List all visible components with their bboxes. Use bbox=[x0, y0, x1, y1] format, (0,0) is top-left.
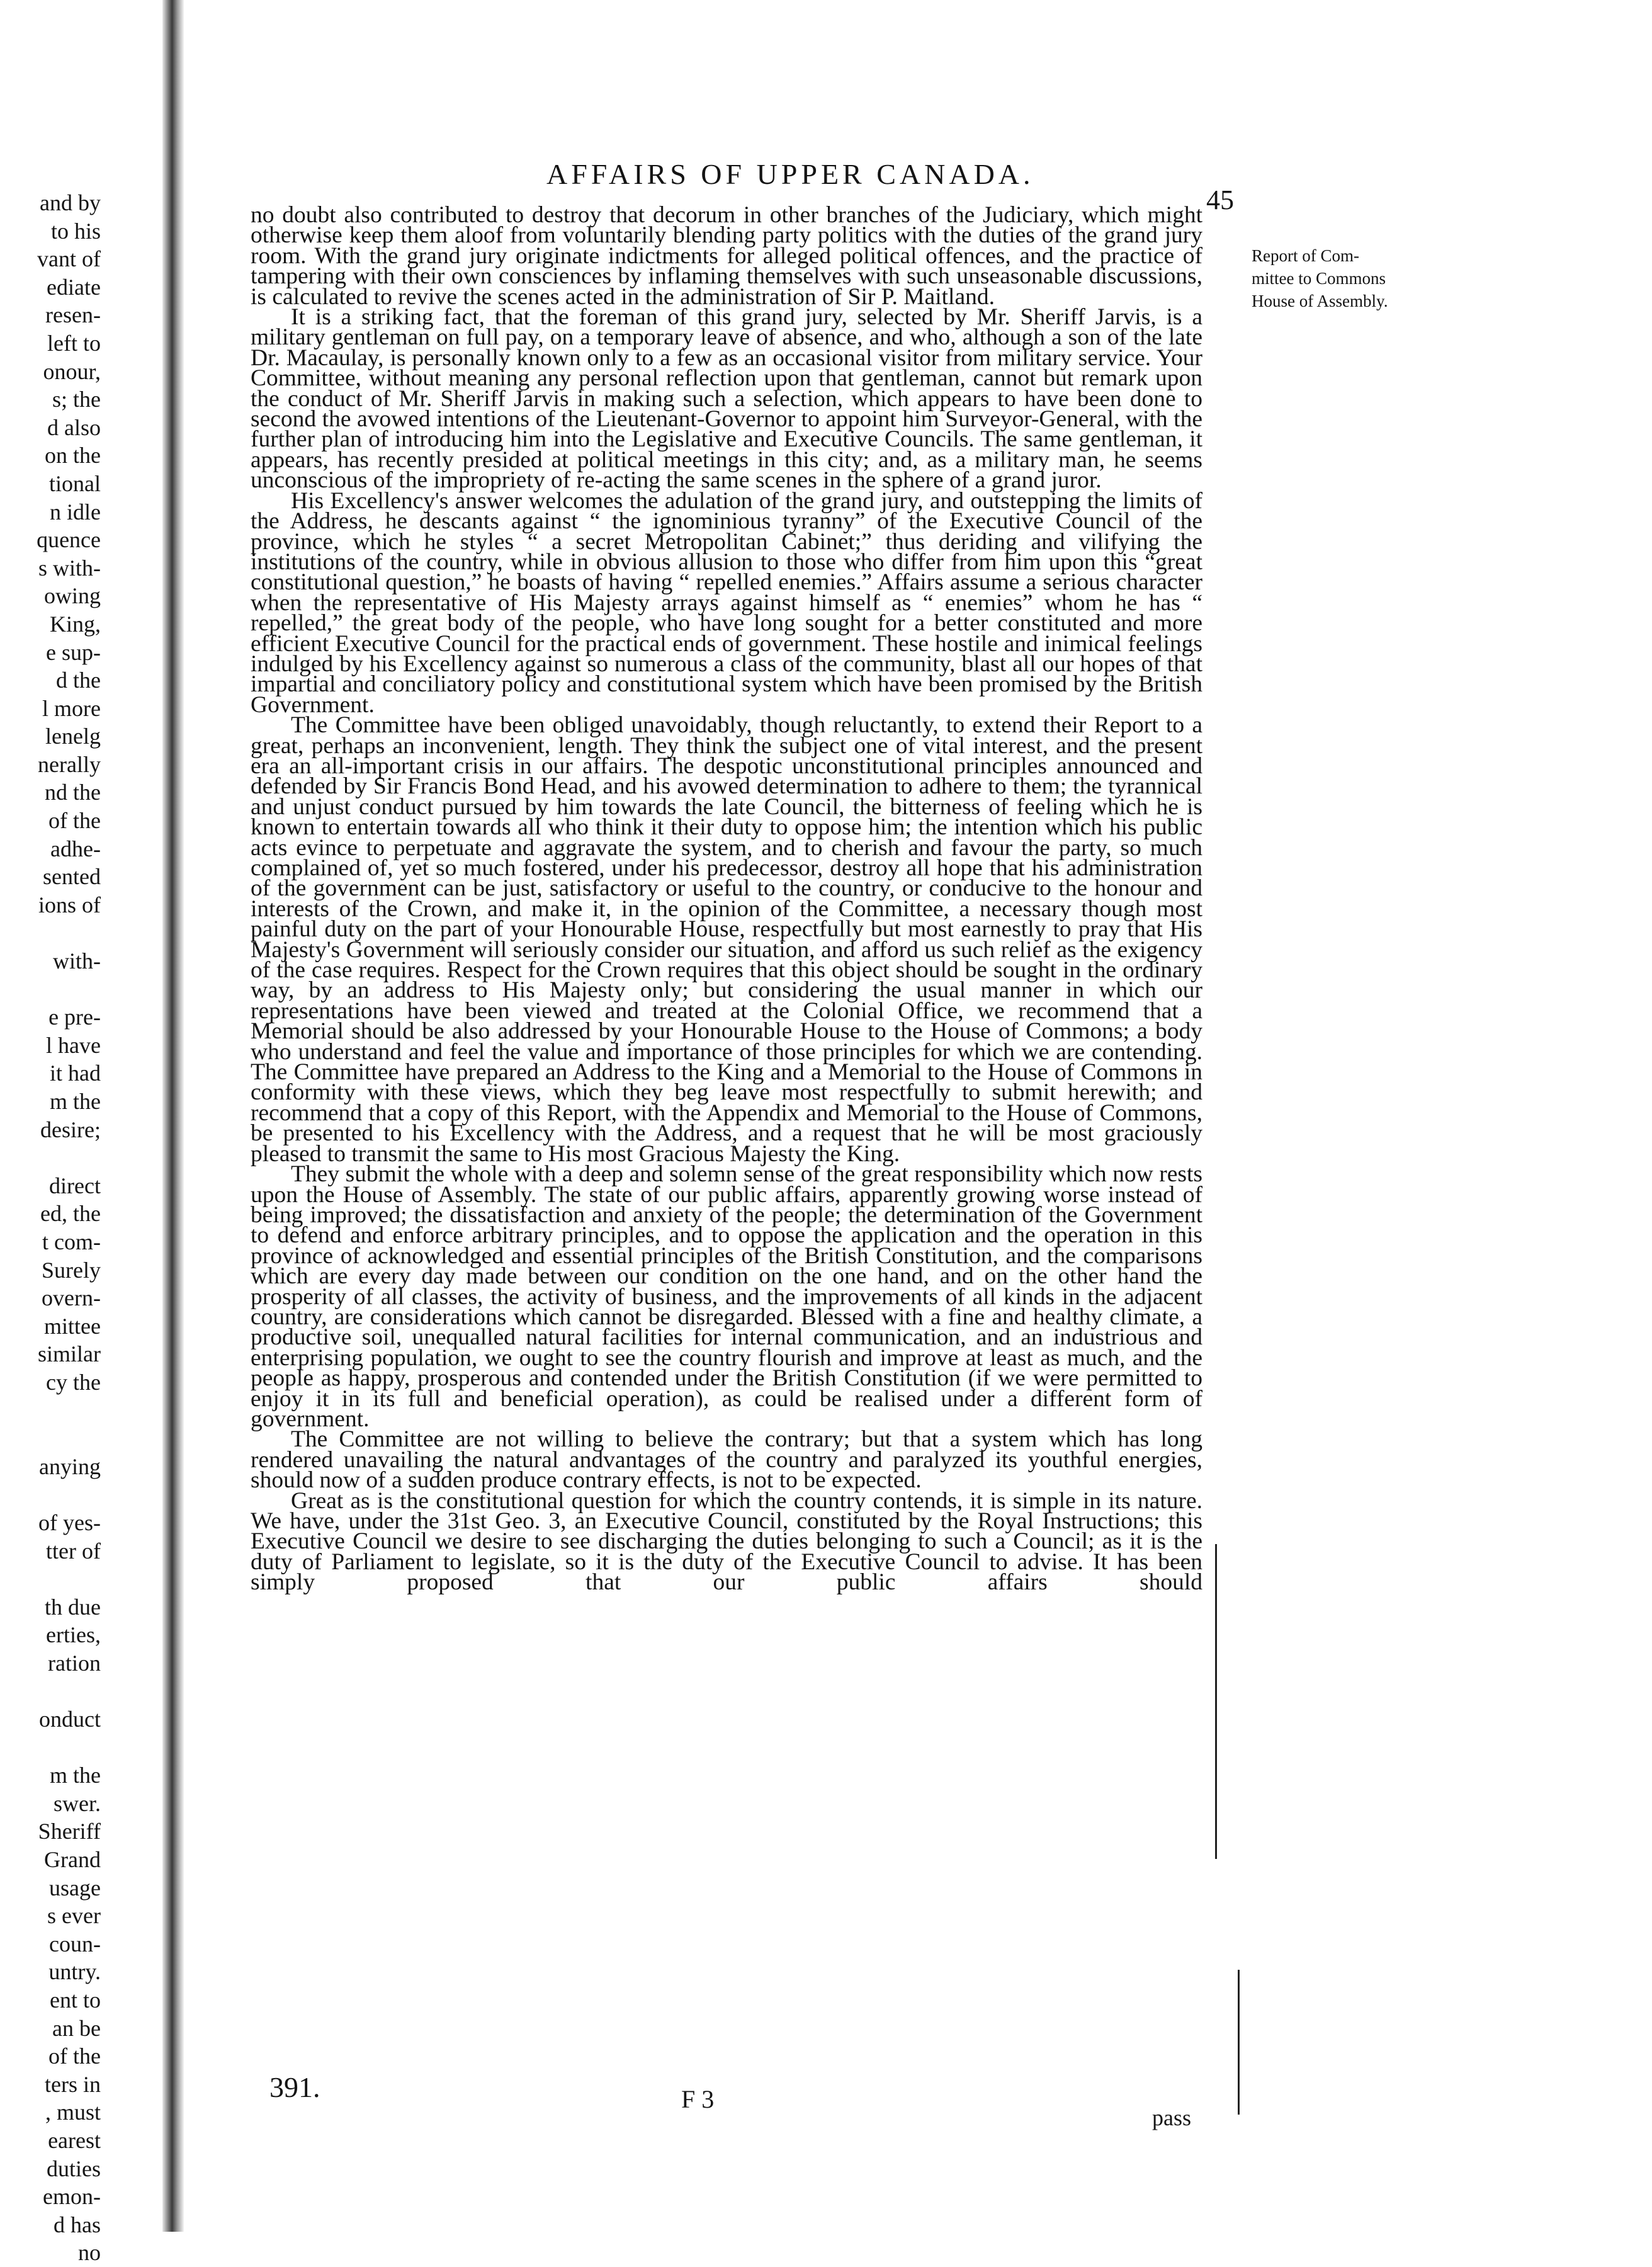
previous-page-line bbox=[0, 1144, 101, 1172]
previous-page-line: e pre- bbox=[48, 1004, 101, 1030]
previous-page-line: sented bbox=[43, 864, 101, 890]
previous-page-line: s ever bbox=[47, 1903, 101, 1929]
previous-page-line: d has bbox=[54, 2212, 101, 2237]
previous-page-fragment bbox=[0, 189, 101, 2267]
previous-page-line bbox=[0, 1677, 101, 1705]
previous-page-line: s with- bbox=[38, 555, 101, 581]
previous-page-line bbox=[0, 1565, 101, 1593]
paragraph: no doubt also contributed to destroy that decorum in other branches of the Judiciary, which might otherwise keep them aloof from voluntarily blending party politics with the duties of the grand jury room. With the grand jury originate indictments for alleged political offences, and the practice of tampering with their own consciences by inflaming themselves with such unseasonable discussions, is calculated to revive the scenes acted in the administration of Sir P. Maitland. bbox=[251, 202, 1202, 310]
previous-page-line: of yes- bbox=[38, 1509, 101, 1535]
previous-page-line: Grand bbox=[44, 1847, 101, 1873]
previous-page-line: tter of bbox=[46, 1538, 101, 1564]
previous-page-line: lenelg bbox=[45, 724, 101, 749]
previous-page-line: erties, bbox=[46, 1622, 101, 1648]
previous-page-line: tional bbox=[49, 470, 101, 496]
previous-page-line: owing bbox=[44, 583, 101, 609]
previous-page-line: d the bbox=[56, 668, 101, 693]
previous-page-line: quence bbox=[37, 527, 101, 553]
previous-page-line bbox=[0, 919, 101, 947]
previous-page-line: King, bbox=[50, 611, 101, 637]
previous-page-line: vant of bbox=[37, 246, 101, 272]
margin-bracket bbox=[1234, 1970, 1240, 2115]
previous-page-line bbox=[0, 1480, 101, 1509]
margin-bracket bbox=[1211, 1544, 1217, 1859]
previous-page-line: nd the bbox=[45, 780, 101, 805]
previous-page-line bbox=[0, 975, 101, 1004]
previous-page-line: with- bbox=[53, 948, 101, 974]
paragraph: The Committee are not willing to believe the contrary; but that a system which has long rendered unavailing the natural andvantages of the country and paralyzed its youthful energies, should now of a sudden produce contrary effects, is not to be expected. bbox=[251, 1426, 1202, 1494]
previous-page-line: ed, the bbox=[40, 1201, 101, 1227]
previous-page-line: usage bbox=[49, 1875, 101, 1901]
previous-page-line bbox=[0, 1424, 101, 1453]
previous-page-line: ration bbox=[48, 1650, 101, 1676]
previous-page-line: direct bbox=[49, 1173, 101, 1198]
previous-page-line: anying bbox=[39, 1453, 101, 1479]
previous-page-line: and by bbox=[40, 190, 101, 215]
previous-page-line bbox=[0, 1397, 101, 1425]
previous-page-line: m the bbox=[50, 1763, 101, 1788]
gathering-mark: F 3 bbox=[681, 2085, 715, 2113]
paragraph: It is a striking fact, that the foreman of this grand jury, selected by Mr. Sheriff Jarvis, is a military gentleman on full pay, on a temporary leave of absence, and who, although a son of the late Dr. Macaulay, is personally known only to a few as an occasional visitor from military service. Your Committee, without meaning any personal reflection upon that gentleman, cannot but remark upon the conduct of Mr. Sheriff Jarvis in making such a selection, which appears to have been done to second the avowed intentions of the Lieutenant-Governor to appoint him Surveyor-General, with the further plan of introducing him into the Legislative and Executive Councils. The same gentleman, it appears, has recently presided at political meetings in this city; and, as a military man, he seems unconscious of the impropriety of re-acting the same scenes in the sphere of a grand juror. bbox=[251, 304, 1202, 494]
catchword: pass bbox=[1152, 2105, 1191, 2130]
previous-page-line: ions of bbox=[38, 892, 101, 918]
previous-page-line: e sup- bbox=[46, 639, 101, 665]
previous-page-line: of the bbox=[48, 808, 101, 834]
previous-page-line: earest bbox=[48, 2127, 101, 2153]
previous-page-line: cy the bbox=[46, 1369, 101, 1395]
previous-page-line: ediate bbox=[47, 274, 101, 300]
previous-page-line: similar bbox=[38, 1341, 101, 1367]
running-header: AFFAIRS OF UPPER CANADA. bbox=[546, 158, 1034, 190]
previous-page-line: s; the bbox=[52, 387, 101, 412]
previous-page-line: an be bbox=[52, 2015, 101, 2041]
previous-page-line bbox=[0, 1734, 101, 1762]
previous-page-line: desire; bbox=[40, 1116, 101, 1142]
previous-page-line: mittee bbox=[44, 1313, 101, 1339]
paragraph: They submit the whole with a deep and solemn sense of the great responsibility which now rests upon the House of Assembly. The state of our public affairs, apparently growing worse instead of being improved; the dissatisfaction and anxiety of the people; the determination of the Government to defend and enforce arbitrary principles, and to oppose the application and the operation in this province of acknowledged and essential principles of the British Constitution, and the comparisons which are every day made between our condition on the one hand, and on the other hand the prosperity of all classes, the activity of business, and the improvements of all kinds in the adjacent country, are considerations which cannot be disregarded. Blessed with a fine and healthy climate, a productive soil, unequalled natural facilities for internal communication, and an industrious and enterprising population, we ought to see the country flourish and improve at least as much, and the people as happy, prosperous and contended under the British Constitution (if we were permitted to enjoy it in its full and beneficial operation), as could be realised under a different form of government. bbox=[251, 1161, 1202, 1432]
page-number: 45 bbox=[1206, 185, 1234, 215]
previous-page-line: Surely bbox=[42, 1257, 101, 1283]
previous-page-line: emon- bbox=[43, 2184, 101, 2210]
previous-page-line: ent to bbox=[50, 1987, 101, 2013]
marginal-note bbox=[1252, 244, 1440, 312]
previous-page-line: nerally bbox=[38, 751, 101, 777]
paragraph: Great as is the constitutional question for which the country contends, it is simple in its nature. We have, under the 31st Geo. 3, an Executive Council, constituted by the Royal Instructions; this Executive Council we desire to see discharging the duties belonging to such a Council; as it is the duty of Parliament to legislate, so it is the duty of the Executive Council to advise. It has been simply proposed that our public affairs should bbox=[251, 1487, 1202, 1596]
previous-page-line: , must bbox=[45, 2099, 101, 2125]
signature-number: 391. bbox=[269, 2071, 320, 2103]
previous-page-line: resen- bbox=[45, 302, 101, 328]
marginal-note-line: Report of Com- bbox=[1252, 246, 1359, 265]
previous-page-line: adhe- bbox=[50, 836, 101, 861]
previous-page-line: coun- bbox=[49, 1931, 101, 1957]
previous-page-line: of the bbox=[48, 2043, 101, 2069]
body-text bbox=[251, 202, 1202, 1596]
previous-page-line: on the bbox=[45, 443, 101, 469]
previous-page-line: th due bbox=[45, 1594, 101, 1620]
paragraph: The Committee have been obliged unavoidably, though reluctantly, to extend their Report to a great, perhaps an inconvenient, length. They think the subject one of vital interest, and the present era an all-important crisis in our affairs. The despotic unconstitutional principles announced and defended by Sir Francis Bond Head, and his avowed determination to adhere to them; the tyrannical and unjust conduct pursued by him towards the late Council, the bitterness of feeling which he is known to entertain towards all who think it their duty to oppose him; the intention which his public acts evince to perpetuate and aggravate the system, and to cherish and favour the party, so much complained of, yet so much fostered, under his predecessor, destroy all hope that his administration of the government can be just, satisfactory or useful to the country, or conducive to the honour and interests of the Crown, and make it, in the opinion of the Committee, a necessary though most painful duty on the part of your Honourable House, respectfully but most earnestly to pray that His Majesty's Government will seriously consider our situation, and afford us such relief as the exigency of the case requires. Respect for the Crown requires that this object should be sought in the ordinary way, by an address to His Majesty only; but considering the usual manner in which our representations have been viewed and treated at the Colonial Office, we recommend that a Memorial should be also addressed by your Honourable House to the House of Commons; a body who understand and feel the value and importance of those principles for which we are contending. The Committee have prepared an Address to the King and a Memorial to the House of Commons in conformity with these views, which they beg leave most respectfully to submit herewith; and recommend that a copy of this Report, with the Appendix and Memorial to the House of Commons, be presented to his Excellency with the Address, and a request that he will be most graciously pleased to transmit the same to His most Gracious Majesty the King. bbox=[251, 712, 1202, 1167]
previous-page-line: onour, bbox=[43, 358, 101, 384]
previous-page-line: m the bbox=[50, 1089, 101, 1114]
previous-page-line: untry. bbox=[48, 1959, 101, 1985]
marginal-note-line: mittee to Commons bbox=[1252, 269, 1386, 288]
previous-page-line: l more bbox=[42, 695, 101, 721]
page-gutter bbox=[162, 0, 184, 2232]
previous-page-line: it had bbox=[50, 1060, 101, 1086]
paragraph: His Excellency's answer welcomes the adulation of the grand jury, and outstepping the limits of the Address, he descants against “ the ignominious tyranny” of the Executive Council of the province, which he styles “ a secret Metropolitan Cabinet;” thus deriding and vilifying the institutions of the country, while in obvious allusion to those who differ from him upon this “great constitutional question,” he boasts of having “ repelled enemies.” Affairs assume a serious character when the representative of His Majesty arrays against himself as “ enemies” whom he has “ repelled,” the great body of the people, who have long sought for a better constituted and more efficient Executive Council for the practical ends of government. These hostile and inimical feelings indulged by his Excellency against so numerous a class of the community, blast all our hopes of that impartial and conciliatory policy and constitutional system which have been promised by the British Government. bbox=[251, 487, 1202, 718]
previous-page-line: to his bbox=[50, 218, 101, 244]
previous-page-line: n idle bbox=[50, 499, 101, 525]
previous-page-line: duties bbox=[47, 2156, 101, 2181]
marginal-note-line: House of Assembly. bbox=[1252, 292, 1388, 310]
previous-page-line: d also bbox=[47, 414, 101, 440]
previous-page-line: overn- bbox=[42, 1285, 101, 1311]
previous-page-line: ters in bbox=[45, 2071, 101, 2097]
previous-page-line: no bbox=[78, 2240, 101, 2266]
previous-page-line: t com- bbox=[42, 1229, 101, 1254]
previous-page-line: swer. bbox=[54, 1790, 101, 1816]
previous-page-line: l have bbox=[46, 1032, 101, 1058]
previous-page-line: onduct bbox=[39, 1707, 101, 1732]
previous-page-line: left to bbox=[47, 330, 101, 356]
previous-page-line: Sheriff bbox=[38, 1819, 101, 1844]
